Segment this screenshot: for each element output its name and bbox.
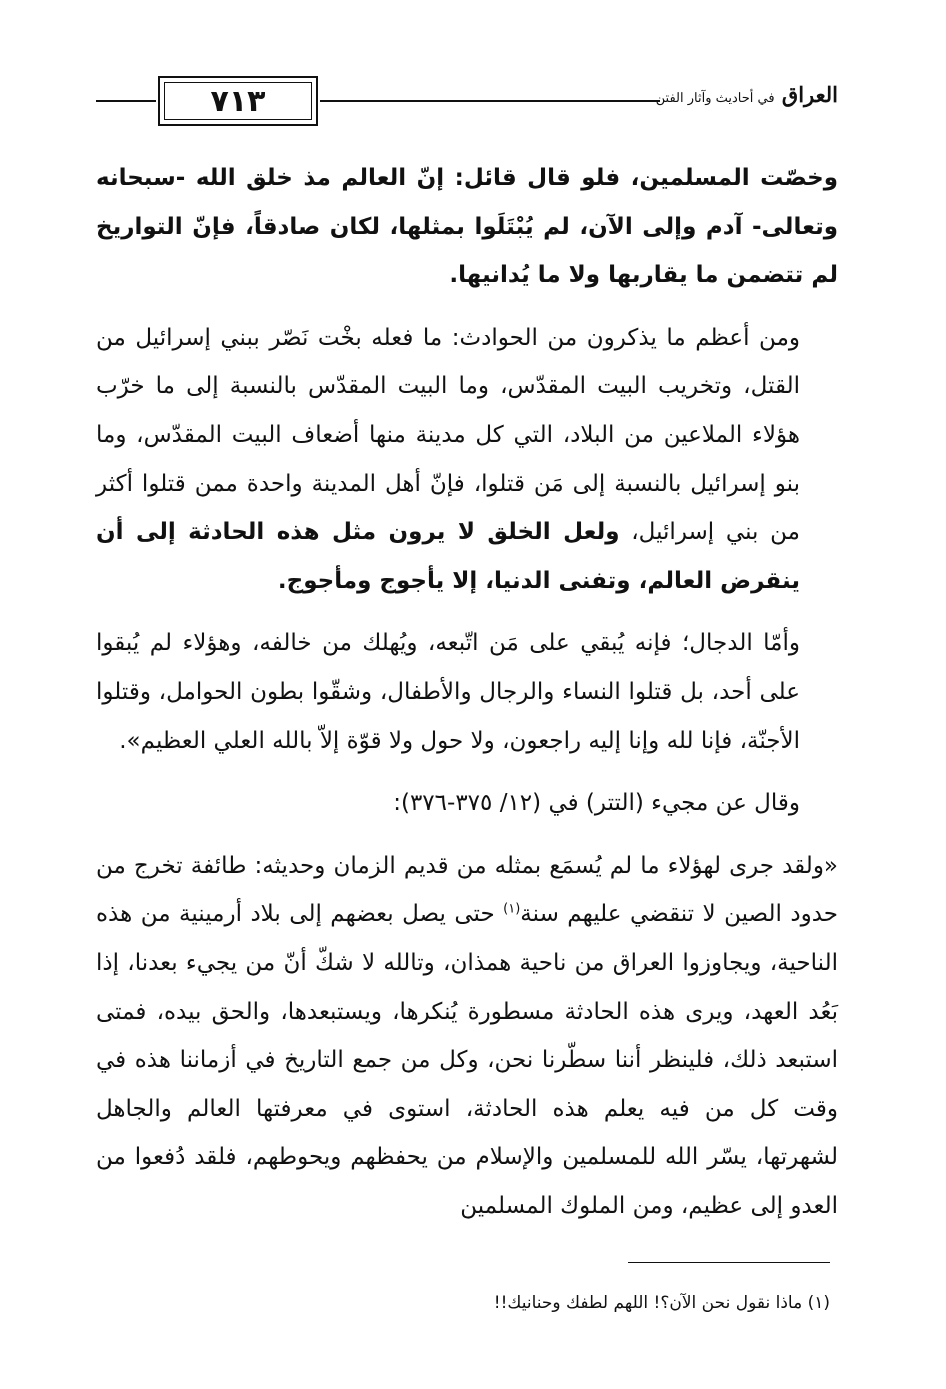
header-rule-left	[96, 100, 156, 102]
paragraph-nebuchadnezzar-comparison	[96, 314, 838, 606]
footnote-1: (١) ماذا نقول نحن الآن؟! اللهم لطفك وحنانيك!!	[493, 1293, 830, 1313]
paragraph-tatar-citation: وقال عن مجيء (التتر) في (١٢/ ٣٧٥-٣٧٦):	[393, 790, 800, 817]
tatar-quote-rest: حتى يصل بعضهم إلى بلاد أرمينية من هذه الناحية، ويجاوزوا العراق من ناحية همذان، وتالله لا شكّ أنّ من يجيء بعدنا، إذا بَعُد العهد، ويرى هذه الحادثة مسطورة يُنكرها، ويستبعدها، والحق بيده، فمتى استبعد ذلك، فلينظر أننا سطّرنا نحن، وكل من جمع التاريخ في أزماننا هذه في وقت كل من فيه يعلم هذه الحادثة، استوى في معرفتها العالم والجاهل لشهرتها، يسّر الله للمسلمين والإسلام من يحفظهم ويحوطهم، فلقد دُفعوا من العدو إلى عظيم، ومن الملوك المسلمين	[96, 901, 838, 1219]
paragraph-dajjal-comparison: وأمّا الدجال؛ فإنه يُبقي على مَن اتّبعه، ويُهلك من خالفه، وهؤلاء لم يُبقوا على أحد، بل قتلوا النساء والرجال والأطفال، وشقّوا بطون الحوامل، وقتلوا الأجنّة، فإنا لله وإنا إليه راجعون، ولا حول ولا قوّة إلاّ بالله العلي العظيم».	[96, 630, 800, 754]
book-title-subtitle: في أحاديث وآثار الفتن	[655, 91, 775, 106]
footnote-reference: (١)	[503, 901, 521, 917]
page-header	[96, 72, 838, 132]
comparison-text-bold: ولعل الخلق لا يرون مثل هذه الحادثة إلى أن ينقرض العالم، وتفنى الدنيا، إلا يأجوج ومأجوج.	[96, 519, 800, 594]
footnote-separator	[628, 1262, 830, 1263]
paragraph-closing-remark: وخصّت المسلمين، فلو قال قائل: إنّ العالم مذ خلق الله -سبحانه وتعالى- آدم وإلى الآن، لم يُبْتَلَوا بمثلها، لكان صادقاً، فإنّ التواريخ لم تتضمن ما يقاربها ولا ما يُدانيها.	[96, 165, 838, 289]
page-number-frame	[158, 76, 318, 126]
running-book-title	[655, 82, 838, 107]
page-number: ٧١٣	[210, 83, 266, 119]
comparison-text: ومن أعظم ما يذكرون من الحوادث: ما فعله بخْت نَصّر ببني إسرائيل من القتل، وتخريب البيت المقدّس، وما البيت المقدّس بالنسبة إلى ما خرّب هؤلاء الملاعين من البلاد، التي كل مدينة منها أضعاف البيت المقدّس، وما بنو إسرائيل بالنسبة إلى مَن قتلوا، فإنّ أهل المدينة واحدة ممن قتلوا أكثر من بني إسرائيل،	[96, 324, 800, 546]
tatar-quote-start: «ولقد جرى لهؤلاء ما لم يُسمَع بمثله من قديم الزمان وحديثه: طائفة تخرج من حدود الصين لا تنقضي عليهم سنة	[96, 852, 838, 928]
book-title-main: العراق	[781, 82, 838, 107]
paragraph-tatar-quote	[96, 842, 838, 1231]
main-text-body	[96, 154, 838, 1230]
header-rule-middle	[320, 100, 660, 102]
